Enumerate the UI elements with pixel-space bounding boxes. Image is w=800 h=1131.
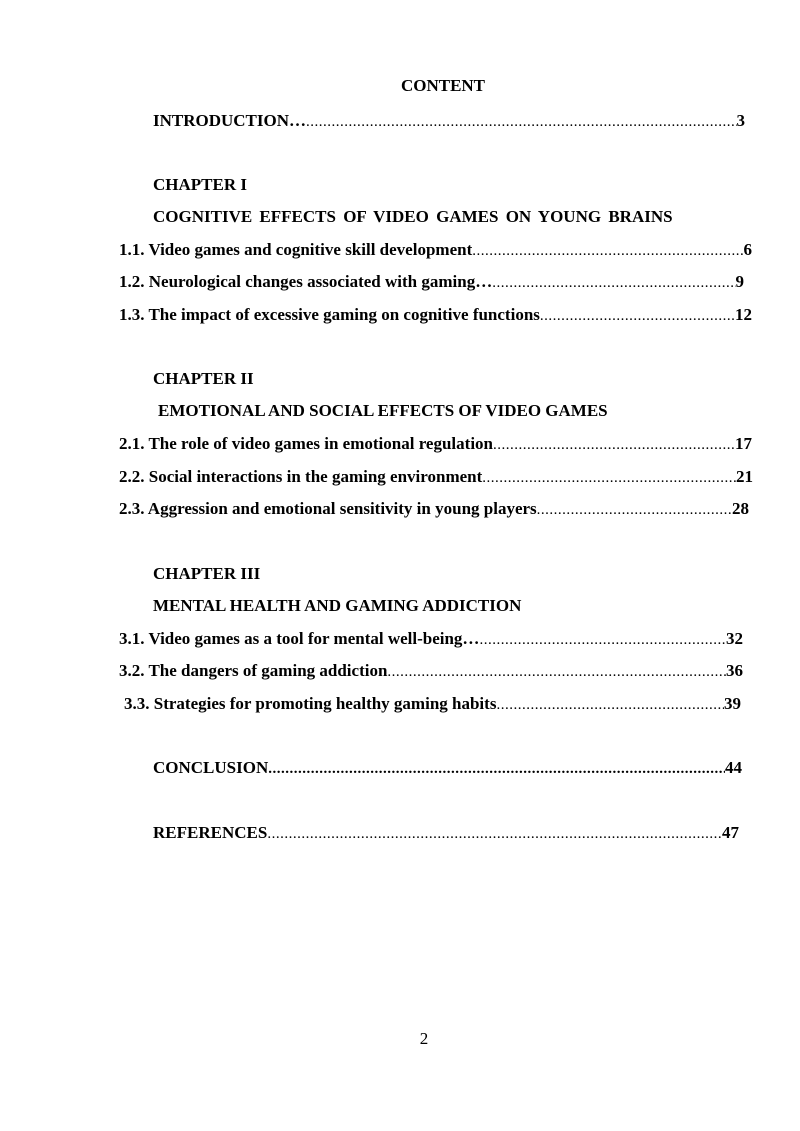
toc-leader (479, 629, 726, 651)
toc-label: CONCLUSION (153, 758, 269, 777)
toc-label: 3.3. Strategies for promoting healthy gaming habits (124, 694, 497, 713)
chapter2-label: CHAPTER II (153, 369, 254, 388)
chapter1-label: CHAPTER I (153, 175, 247, 194)
toc-section-2-3 (119, 498, 749, 521)
toc-label: 2.2. Social interactions in the gaming environment (119, 467, 483, 486)
toc-label: 1.1. Video games and cognitive skill development (119, 240, 473, 259)
toc-label: 2.3. Aggression and emotional sensitivity in young players (119, 499, 537, 518)
toc-label: 1.3. The impact of excessive gaming on cognitive functions (119, 305, 540, 324)
toc-page: 6 (743, 240, 752, 259)
chapter3-title: MENTAL HEALTH AND GAMING ADDICTION (153, 596, 522, 615)
toc-leader (268, 758, 725, 780)
toc-leader (306, 111, 736, 133)
toc-page: 47 (722, 823, 739, 842)
toc-page: 39 (724, 694, 741, 713)
toc-leader (482, 467, 736, 489)
toc-introduction (153, 110, 745, 133)
toc-leader (387, 661, 726, 683)
toc-label: 1.2. Neurological changes associated with gaming… (119, 272, 493, 291)
toc-section-3-2 (119, 660, 743, 683)
toc-section-3-1 (119, 628, 743, 651)
page-title: CONTENT (400, 76, 486, 95)
toc-page: 36 (726, 661, 743, 680)
toc-label: 3.2. The dangers of gaming addiction (119, 661, 388, 680)
toc-label: INTRODUCTION… (153, 111, 307, 130)
toc-page: 21 (736, 467, 753, 486)
toc-page: 44 (725, 758, 742, 777)
toc-label: 3.1. Video games as a tool for mental well-being… (119, 629, 480, 648)
toc-section-2-2 (119, 466, 753, 489)
toc-references (153, 822, 739, 845)
toc-leader (267, 823, 722, 845)
toc-section-2-1 (119, 433, 752, 456)
toc-leader (537, 499, 732, 521)
toc-conclusion (153, 757, 742, 780)
toc-page: 3 (736, 111, 745, 130)
toc-page: 32 (726, 629, 743, 648)
toc-section-1-1 (119, 239, 752, 262)
toc-leader (540, 305, 735, 327)
toc-page: 17 (735, 434, 752, 453)
toc-leader (493, 434, 735, 456)
toc-leader (472, 240, 743, 262)
chapter1-title: COGNITIVE EFFECTS OF VIDEO GAMES ON YOUNG BRAINS (153, 207, 673, 226)
toc-leader (496, 694, 724, 716)
toc-label: 2.1. The role of video games in emotional regulation (119, 434, 493, 453)
toc-section-3-3 (124, 693, 741, 716)
toc-page: 9 (735, 272, 744, 291)
toc-label: REFERENCES (153, 823, 268, 842)
page-number: 2 (419, 1029, 429, 1048)
toc-page: 12 (735, 305, 752, 324)
chapter3-label: CHAPTER III (153, 564, 261, 583)
toc-section-1-3 (119, 304, 752, 327)
chapter2-title: EMOTIONAL AND SOCIAL EFFECTS OF VIDEO GAMES (158, 401, 608, 420)
toc-section-1-2 (119, 271, 744, 294)
toc-leader (492, 272, 735, 294)
toc-page: 28 (732, 499, 749, 518)
